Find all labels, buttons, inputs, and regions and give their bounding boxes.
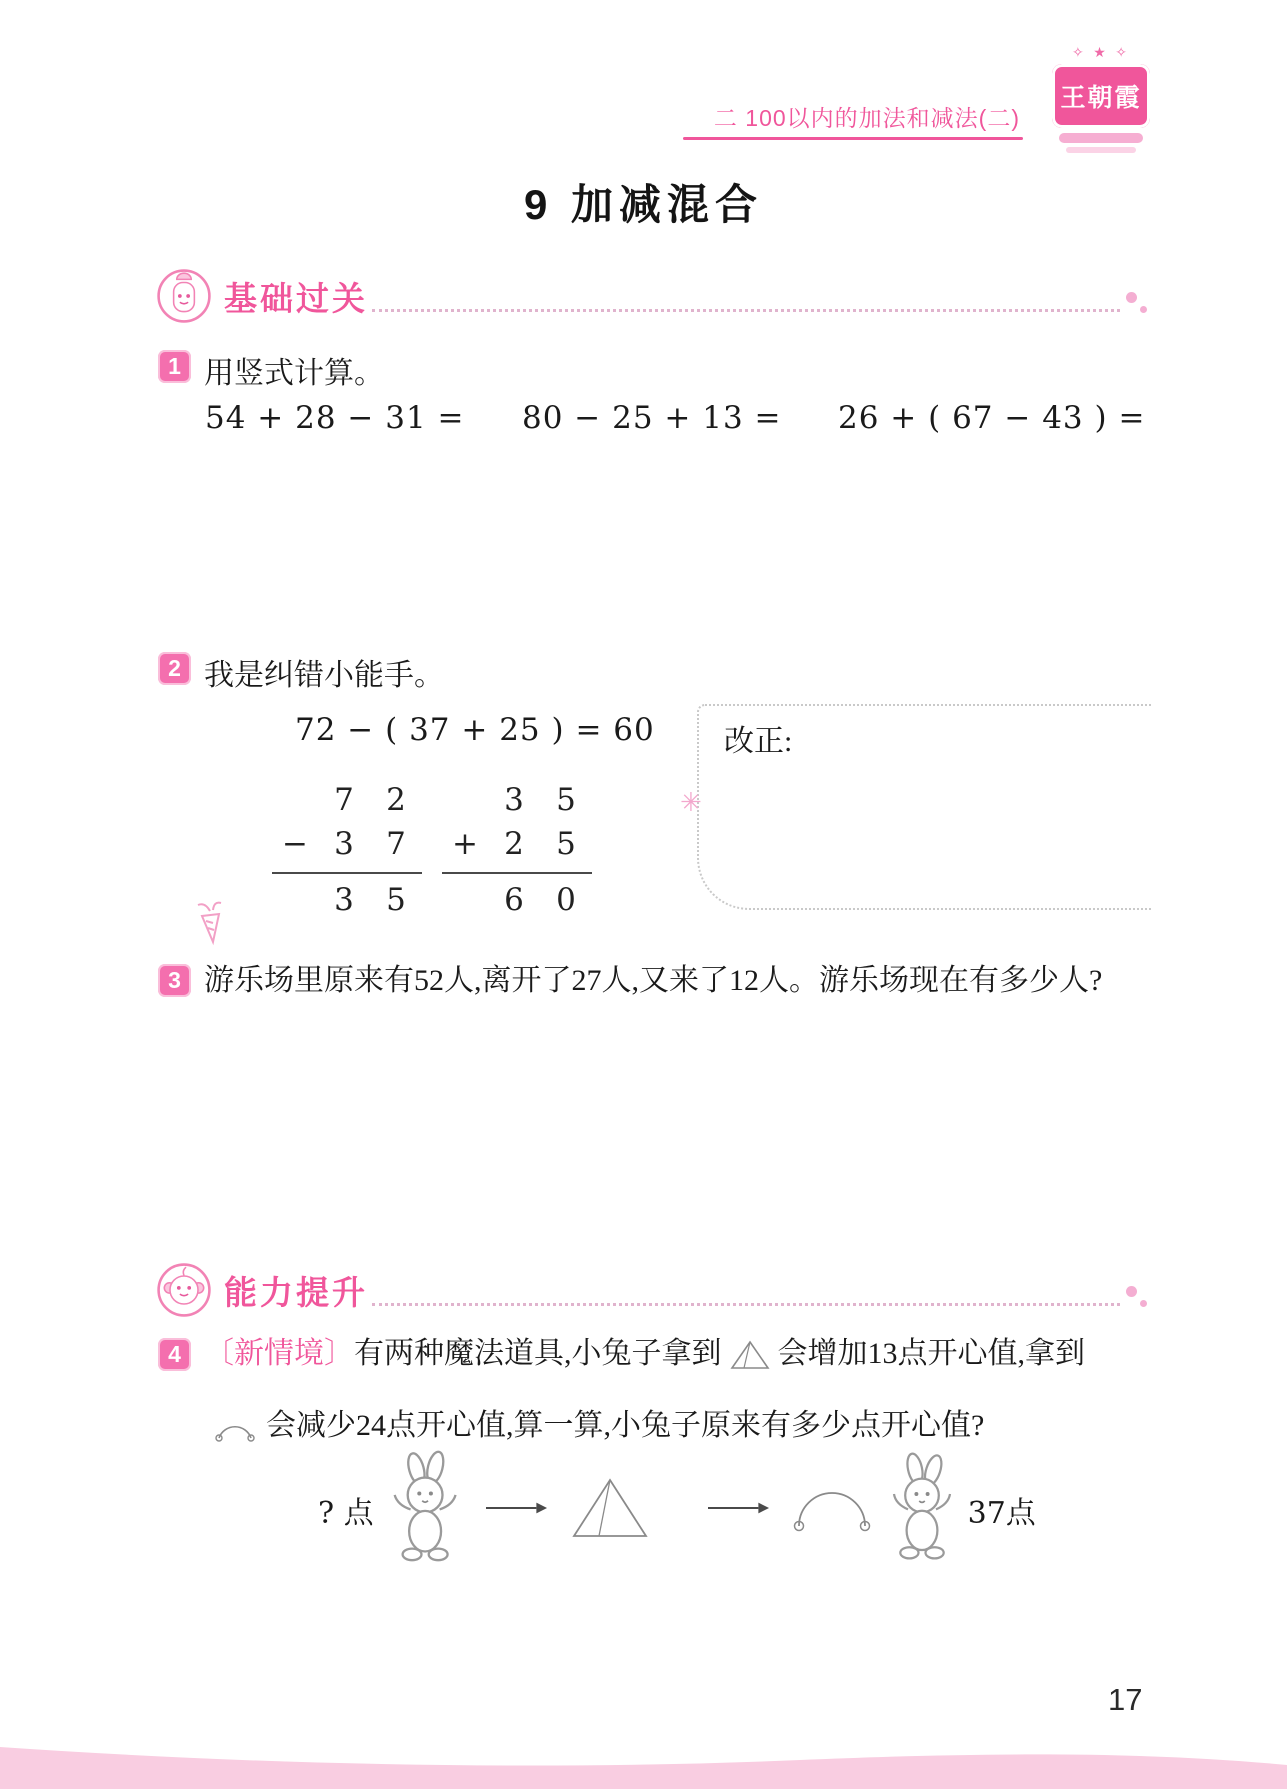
triangle-prop-icon: [570, 1476, 650, 1545]
section-label-advanced: 能力提升: [224, 1273, 368, 1311]
operator-plus: +: [452, 826, 478, 862]
rabbit-icon: [880, 1452, 964, 1569]
arch-prop-icon: [790, 1483, 874, 1538]
dot-decoration: [1126, 292, 1137, 303]
expression-1: 54 + 28 − 31 =: [205, 400, 465, 436]
logo-title: 王朝霞: [1060, 85, 1142, 112]
dot-decoration: [1140, 1300, 1147, 1307]
vertical-calculation-2: [442, 782, 592, 918]
question-4-seg2: 会增加13点开心值,拿到: [777, 1337, 1085, 1370]
digit: 2: [386, 782, 406, 818]
digit: 5: [386, 882, 406, 918]
question-3-badge: 3: [158, 964, 191, 997]
section-dotted-rule: [372, 309, 1120, 312]
triangle-prop-icon: [730, 1330, 770, 1394]
chapter-underline: [683, 137, 1023, 140]
logo-crown-stars-icon: ✧ ★ ✧: [1071, 46, 1130, 61]
logo-ribbon-decoration: [1059, 133, 1143, 143]
publisher-badge: [1046, 46, 1156, 168]
question-4-seg1: 有两种魔法道具,小兔子拿到: [354, 1337, 722, 1370]
mascot-monkey-icon: [156, 1262, 212, 1318]
dot-decoration: [1126, 1286, 1137, 1297]
mascot-bottle-icon: [156, 268, 212, 324]
bottom-wave-decoration: [0, 1729, 1287, 1789]
digit: 5: [556, 826, 576, 862]
chapter-heading: 二 100以内的加法和减法(二): [713, 105, 1020, 131]
question-1-prompt: 用竖式计算。: [204, 357, 384, 390]
page-number: 17: [1108, 1682, 1143, 1717]
question-4-badge: 4: [158, 1338, 191, 1371]
section-label-basic: 基础过关: [224, 279, 368, 317]
new-context-tag: 〔新情境〕: [204, 1337, 354, 1370]
page-title: 9 加减混合: [523, 181, 764, 228]
question-4-seg3: 会减少24点开心值,算一算,小兔子原来有多少点开心值?: [266, 1409, 985, 1442]
rabbit-icon: [384, 1450, 472, 1571]
end-happiness-value: 37点: [967, 1496, 1036, 1531]
section-header-basic: [156, 268, 368, 324]
expression-3: 26 + ( 67 − 43 ) =: [838, 400, 1146, 436]
digit: 3: [334, 882, 354, 918]
sparkle-icon: ✳: [680, 788, 702, 818]
question-1-badge: 1: [158, 350, 191, 383]
vertical-calculation-1: [272, 782, 422, 918]
dot-decoration: [1140, 306, 1147, 313]
logo-plate: [1052, 64, 1150, 128]
calculation-rule: [442, 872, 592, 874]
operator-minus: −: [282, 826, 308, 862]
calculation-rule: [272, 872, 422, 874]
digit: 5: [556, 782, 576, 818]
question-2-badge: 2: [158, 652, 191, 685]
right-arrow-icon: [486, 1500, 548, 1521]
carrot-icon: [190, 900, 230, 946]
question-2-prompt: 我是纠错小能手。: [204, 659, 444, 692]
digit: 2: [504, 826, 524, 862]
section-header-advanced: [156, 1262, 368, 1318]
digit: 3: [334, 826, 354, 862]
arch-prop-icon: [212, 1402, 258, 1466]
digit: 7: [386, 826, 406, 862]
digit: 6: [504, 882, 524, 918]
start-happiness-value: ? 点: [318, 1496, 374, 1531]
logo-ribbon-decoration-2: [1066, 147, 1136, 153]
question-4-illustration: [318, 1440, 1036, 1580]
expression-2: 80 − 25 + 13 =: [522, 400, 782, 436]
correction-label: 改正:: [724, 725, 793, 758]
digit: 0: [556, 882, 576, 918]
digit: 7: [334, 782, 354, 818]
section-dotted-rule: [372, 1303, 1120, 1306]
right-arrow-icon: [708, 1500, 770, 1521]
question-2-equation: 72 − ( 37 + 25 ) = 60: [295, 712, 655, 748]
question-3-text: 游乐场里原来有52人,离开了27人,又来了12人。游乐场现在有多少人?: [204, 964, 1103, 997]
question-4-line-1: [204, 1322, 1184, 1394]
digit: 3: [504, 782, 524, 818]
